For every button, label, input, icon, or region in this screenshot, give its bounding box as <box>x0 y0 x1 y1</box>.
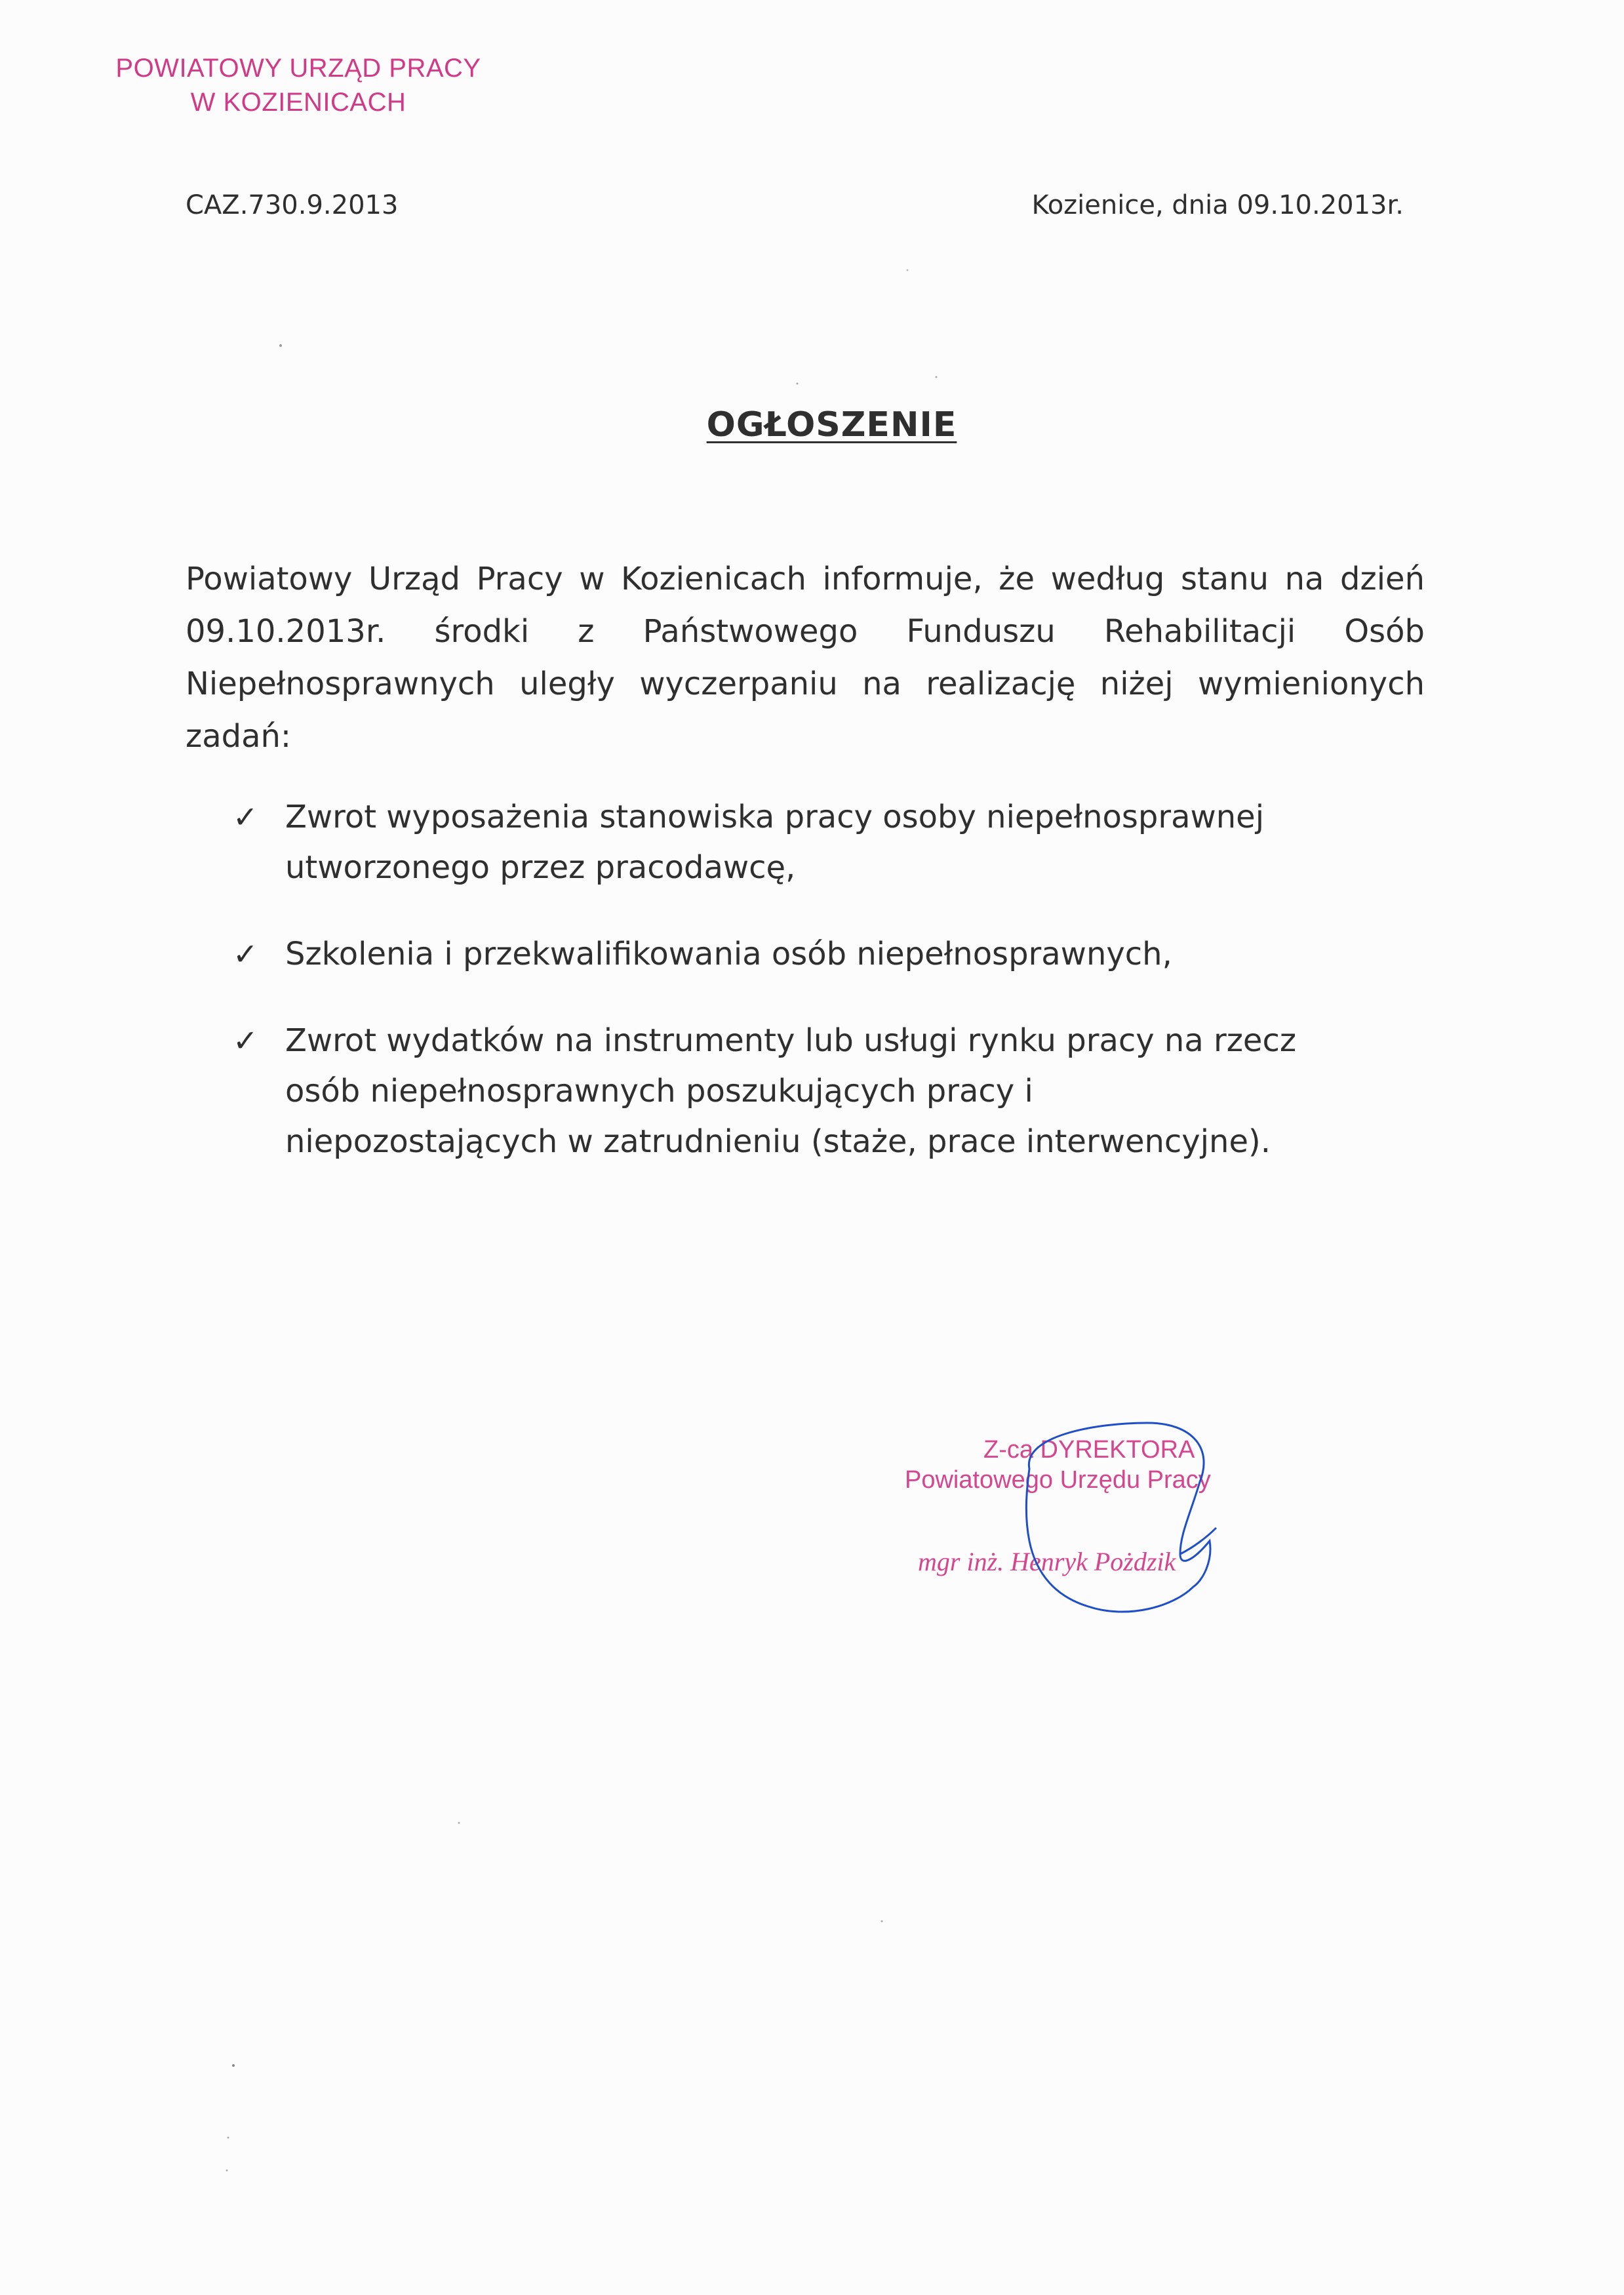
header-stamp-line1: POWIATOWY URZĄD PRACY <box>115 54 481 83</box>
tasks-list <box>233 792 1315 1203</box>
handwritten-signature <box>983 1410 1259 1626</box>
task-text: Zwrot wydatków na instrumenty lub usługi rynku pracy na rzecz osób niepełnosprawnych poszukujących pracy i niepozostających w zatrudnieniu (staże, prace interwencyjne). <box>285 1022 1297 1160</box>
intro-paragraph: Powiatowy Urząd Pracy w Kozienicach informuje, że według stanu na dzień 09.10.2013r. środki z Państwowego Funduszu Rehabilitacji Osób Niepełnosprawnych uległy wyczerpaniu na realizację niżej wymienionych zadań: <box>186 561 1425 755</box>
task-text: Szkolenia i przekwalifikowania osób niepełnosprawnych, <box>285 936 1172 972</box>
office-header-stamp <box>85 51 511 119</box>
header-stamp-line2: W KOZIENICACH <box>190 88 406 117</box>
signature-stamp-office: Powiatowego Urzędu Pracy <box>905 1466 1211 1494</box>
check-icon: ✓ <box>233 799 258 835</box>
signature-stamp-position: Z-ca DYREKTORA <box>983 1436 1195 1464</box>
task-text: Zwrot wyposażenia stanowiska pracy osoby niepełnosprawnej utworzonego przez pracodawcę, <box>285 799 1265 886</box>
list-item <box>233 792 1315 893</box>
check-icon: ✓ <box>233 936 258 972</box>
document-title-container <box>0 405 1624 445</box>
reference-number: CAZ.730.9.2013 <box>186 190 399 220</box>
document-title: OGŁOSZENIE <box>706 405 957 445</box>
check-icon: ✓ <box>233 1023 258 1058</box>
signature-stamp-name: mgr inż. Henryk Pożdzik <box>918 1547 1176 1576</box>
place-and-date: Kozienice, dnia 09.10.2013r. <box>1031 190 1404 220</box>
list-item <box>233 929 1315 980</box>
list-item <box>233 1016 1315 1167</box>
